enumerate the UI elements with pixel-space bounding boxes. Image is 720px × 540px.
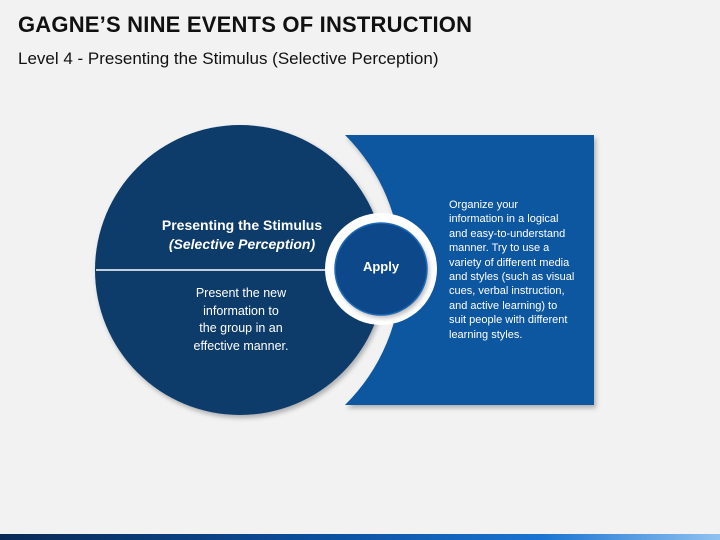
panel-text-line: cues, verbal instruction, <box>449 285 565 298</box>
circle-body-line: the group in an <box>199 321 283 335</box>
circle-body <box>170 285 312 355</box>
panel-text-line: manner. Try to use a <box>449 242 550 255</box>
panel-text-line: and active learning) to <box>449 299 558 312</box>
panel-text-line: Organize your <box>449 199 519 211</box>
panel-text-line: information in a logical <box>449 213 559 226</box>
info-panel-text <box>449 198 583 342</box>
circle-body-line: effective manner. <box>193 338 289 353</box>
circle-title: Presenting the Stimulus <box>161 217 323 233</box>
slide-subtitle: Level 4 - Presenting the Stimulus (Selective Perception) <box>18 49 439 68</box>
bottom-accent-bar <box>0 534 720 540</box>
apply-label: Apply <box>362 259 400 274</box>
circle-body-line: Present the new <box>195 286 287 300</box>
circle-body-line: information to <box>203 303 279 318</box>
panel-text-line: and styles (such as visual <box>449 271 575 284</box>
panel-text-line: variety of different media <box>449 256 570 269</box>
slide-title: GAGNE’S NINE EVENTS OF INSTRUCTION <box>18 12 473 37</box>
circle-subtitle: (Selective Perception) <box>168 236 316 252</box>
panel-text-line: learning styles. <box>449 328 523 341</box>
panel-text-line: suit people with different <box>449 314 568 327</box>
panel-text-line: and easy-to-understand <box>449 227 566 240</box>
